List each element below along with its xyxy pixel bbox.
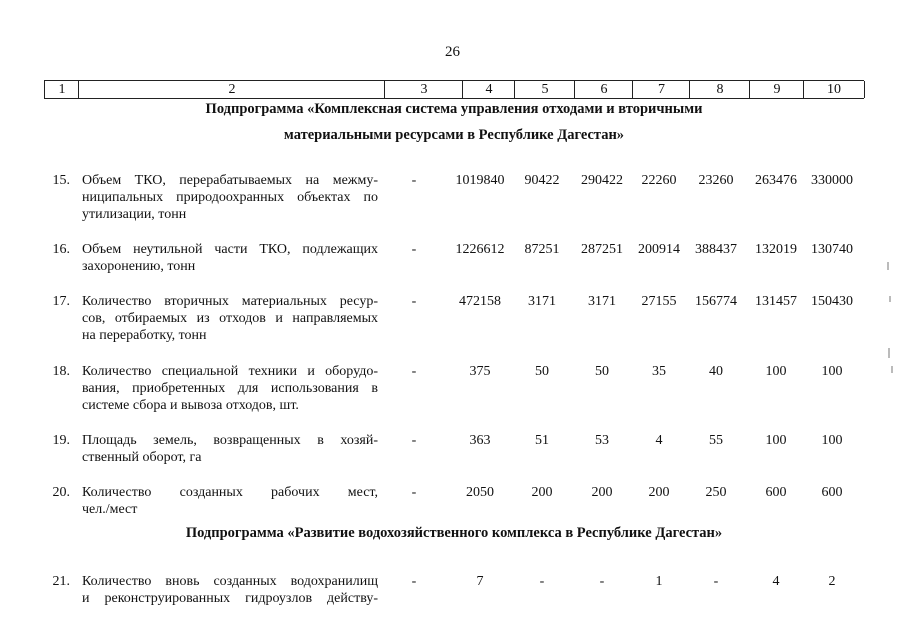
cell-col6: 3171 [588,294,616,309]
cell-col8: 388437 [695,242,737,257]
cell-col4: 472158 [459,294,501,309]
row-description [82,484,378,518]
cell-col3: - [411,574,417,589]
column-header-7: 7 [632,81,690,98]
cell-col3: - [411,294,417,309]
row-description-line: ственный оборот, га [82,450,202,465]
cell-col10: 150430 [811,294,853,309]
cell-col10: 100 [821,433,843,448]
scan-artifact [889,296,891,302]
row-number: 15. [52,173,70,188]
cell-col3: - [411,242,417,257]
cell-col3: - [411,173,417,188]
column-header-8: 8 [689,81,750,98]
row-description-line: системе сбора и вывоза отходов, шт. [82,398,299,413]
cell-col3: - [411,433,417,448]
row-number: 19. [52,433,70,448]
row-description-line: Количество вторичных материальных ресур- [82,294,378,309]
row-description [82,241,378,275]
row-description [82,363,378,414]
row-description-line: захоронению, тонн [82,259,196,274]
scan-artifact [891,366,893,373]
column-header-9: 9 [749,81,804,98]
cell-col7: 200914 [638,242,680,257]
page-number: 26 [445,44,460,60]
row-description [82,573,378,607]
row-description-line: утилизации, тонн [82,207,187,222]
cell-col9: 100 [765,433,787,448]
cell-col5: 87251 [524,242,560,257]
cell-col6: 53 [595,433,609,448]
column-header-2: 2 [78,81,385,98]
row-number: 16. [52,242,70,257]
cell-col10: 100 [821,364,843,379]
section-heading-water [44,522,864,544]
row-description [82,293,378,344]
cell-col3: - [411,485,417,500]
cell-col9: 4 [772,574,780,589]
row-number: 18. [52,364,70,379]
cell-col7: 1 [655,574,663,589]
cell-col6: - [599,574,605,589]
row-description-line: чел./мест [82,502,138,517]
section-heading-line: материальными ресурсами в Республике Дагестан» [283,127,625,143]
cell-col9: 131457 [755,294,797,309]
row-description-line: Количество специальной техники и оборудо- [82,364,378,379]
scan-artifact [888,348,890,358]
row-description [82,172,378,223]
column-header-4: 4 [462,81,515,98]
cell-col5: 200 [531,485,553,500]
column-header-5: 5 [514,81,575,98]
cell-col10: 2 [828,574,836,589]
section-heading-line: Подпрограмма «Комплексная система управления отходами и вторичными [205,101,703,117]
row-number: 20. [52,485,70,500]
column-number-header-row [44,80,864,99]
cell-col4: 1226612 [455,242,505,257]
row-description-line: Объем ТКО, перерабатываемых на межму- [82,173,378,188]
section-heading-line: Подпрограмма «Развитие водохозяйственного комплекса в Республике Дагестан» [185,525,723,541]
cell-col5: - [539,574,545,589]
row-description-line: вания, приобретенных для использования в [82,381,378,396]
row-description-line: сов, отбираемых из отходов и направляемых [82,311,378,326]
cell-col7: 200 [648,485,670,500]
row-description-line: Площадь земель, возвращенных в хозяй- [82,433,378,448]
row-description-line: Количество вновь созданных водохранилищ [82,574,378,589]
cell-col6: 290422 [581,173,623,188]
column-header-3: 3 [384,81,463,98]
cell-col5: 51 [535,433,549,448]
row-description-line: ниципальных природоохранных объектах по [82,190,378,205]
cell-col10: 130740 [811,242,853,257]
cell-col4: 7 [476,574,484,589]
column-header-10: 10 [803,81,865,98]
cell-col9: 100 [765,364,787,379]
cell-col9: 600 [765,485,787,500]
cell-col6: 200 [591,485,613,500]
cell-col6: 287251 [581,242,623,257]
section-heading-waste [44,98,864,146]
cell-col6: 50 [595,364,609,379]
column-header-1: 1 [44,81,79,98]
cell-col7: 27155 [641,294,677,309]
cell-col7: 4 [655,433,663,448]
cell-col5: 50 [535,364,549,379]
cell-col9: 263476 [755,173,797,188]
row-number: 17. [52,294,70,309]
scan-artifact [887,262,889,270]
cell-col8: 250 [705,485,727,500]
cell-col4: 1019840 [455,173,505,188]
cell-col9: 132019 [755,242,797,257]
column-header-6: 6 [574,81,633,98]
cell-col5: 90422 [524,173,560,188]
row-description-line: Количество созданных рабочих мест, [82,485,378,500]
row-number: 21. [52,574,70,589]
row-description-line: и реконструированных гидроузлов действу- [82,591,378,606]
cell-col5: 3171 [528,294,556,309]
cell-col10: 600 [821,485,843,500]
cell-col8: 55 [709,433,723,448]
cell-col8: 23260 [698,173,734,188]
cell-col8: 156774 [695,294,737,309]
cell-col7: 35 [652,364,666,379]
row-description-line: Объем неутильной части ТКО, подлежащих [82,242,378,257]
cell-col4: 375 [469,364,491,379]
cell-col4: 2050 [466,485,494,500]
cell-col7: 22260 [641,173,677,188]
cell-col8: - [713,574,719,589]
cell-col3: - [411,364,417,379]
row-description [82,432,378,466]
cell-col4: 363 [469,433,491,448]
row-description-line: на переработку, тонн [82,328,207,343]
cell-col8: 40 [709,364,723,379]
cell-col10: 330000 [811,173,853,188]
